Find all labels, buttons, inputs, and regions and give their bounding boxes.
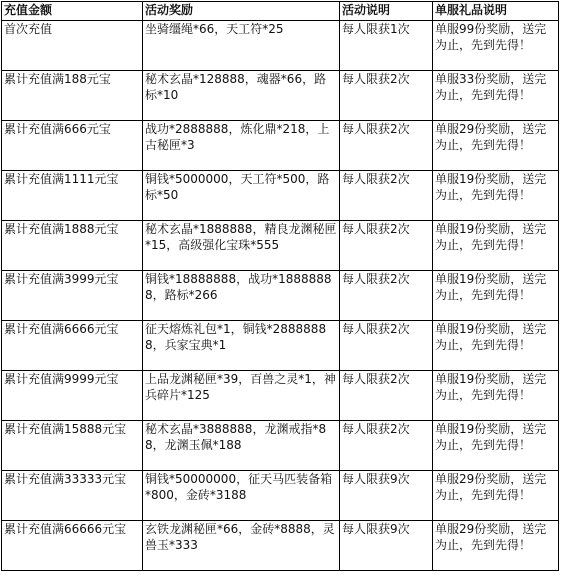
header-row (2, 2, 559, 21)
gift-note-cell: 单服19份奖励，送完为止，先到先得！ (433, 271, 559, 321)
recharge-amount-cell: 累计充值满9999元宝 (2, 371, 143, 421)
header-activity-reward: 活动奖励 (143, 2, 340, 21)
gift-note-cell: 单服19份奖励，送完为止，先到先得！ (433, 221, 559, 271)
limit-note-cell: 每人限获1次 (340, 21, 433, 71)
gift-note-cell: 单服19份奖励，送完为止，先到先得！ (433, 421, 559, 471)
limit-note-cell: 每人限获9次 (340, 521, 433, 571)
table-row (2, 221, 559, 271)
header-server-gift-note: 单服礼品说明 (433, 2, 559, 21)
reward-cell: 铜钱*5000000，天工符*500，路标*50 (143, 171, 340, 221)
reward-cell: 征天熔炼礼包*1，铜钱*28888888，兵家宝典*1 (143, 321, 340, 371)
recharge-amount-cell: 首次充值 (2, 21, 143, 71)
recharge-rewards-table (1, 1, 559, 571)
reward-cell: 秘术玄晶*128888，魂器*66，路标*10 (143, 71, 340, 121)
recharge-amount-cell: 累计充值满66666元宝 (2, 521, 143, 571)
gift-note-cell: 单服19份奖励，送完为止，先到先得！ (433, 321, 559, 371)
limit-note-cell: 每人限获2次 (340, 421, 433, 471)
reward-cell: 秘术玄晶*1888888，精良龙渊秘匣*15，高级强化宝珠*555 (143, 221, 340, 271)
table-row (2, 371, 559, 421)
reward-cell: 秘术玄晶*3888888，龙渊戒指*88，龙渊玉佩*188 (143, 421, 340, 471)
table-row (2, 171, 559, 221)
gift-note-cell: 单服33份奖励，送完为止，先到先得！ (433, 71, 559, 121)
table-row (2, 471, 559, 521)
gift-note-cell: 单服99份奖励，送完为止，先到先得！ (433, 21, 559, 71)
limit-note-cell: 每人限获2次 (340, 371, 433, 421)
table-row (2, 521, 559, 571)
table-row (2, 21, 559, 71)
limit-note-cell: 每人限获2次 (340, 221, 433, 271)
reward-cell: 铜钱*50000000，征天马匹装备箱*800，金砖*3188 (143, 471, 340, 521)
recharge-amount-cell: 累计充值满1888元宝 (2, 221, 143, 271)
reward-cell: 战功*2888888，炼化鼎*218，上古秘匣*3 (143, 121, 340, 171)
table-row (2, 71, 559, 121)
recharge-amount-cell: 累计充值满6666元宝 (2, 321, 143, 371)
limit-note-cell: 每人限获9次 (340, 471, 433, 521)
table-row (2, 121, 559, 171)
recharge-amount-cell: 累计充值满33333元宝 (2, 471, 143, 521)
limit-note-cell: 每人限获2次 (340, 171, 433, 221)
gift-note-cell: 单服19份奖励，送完为止，先到先得！ (433, 371, 559, 421)
limit-note-cell: 每人限获2次 (340, 121, 433, 171)
limit-note-cell: 每人限获2次 (340, 71, 433, 121)
reward-cell: 玄铁龙渊秘匣*66，金砖*8888，灵兽玉*333 (143, 521, 340, 571)
recharge-amount-cell: 累计充值满3999元宝 (2, 271, 143, 321)
table-row (2, 321, 559, 371)
recharge-amount-cell: 累计充值满15888元宝 (2, 421, 143, 471)
limit-note-cell: 每人限获2次 (340, 271, 433, 321)
limit-note-cell: 每人限获2次 (340, 321, 433, 371)
gift-note-cell: 单服29份奖励，送完为止，先到先得！ (433, 121, 559, 171)
reward-cell: 坐骑缰绳*66，天工符*25 (143, 21, 340, 71)
gift-note-cell: 单服19份奖励，送完为止，先到先得！ (433, 171, 559, 221)
table-row (2, 271, 559, 321)
table-row (2, 421, 559, 471)
gift-note-cell: 单服29份奖励，送完为止，先到先得！ (433, 471, 559, 521)
header-recharge-amount: 充值金额 (2, 2, 143, 21)
recharge-amount-cell: 累计充值满1111元宝 (2, 171, 143, 221)
gift-note-cell: 单服29份奖励，送完为止，先到先得！ (433, 521, 559, 571)
recharge-amount-cell: 累计充值满188元宝 (2, 71, 143, 121)
header-activity-note: 活动说明 (340, 2, 433, 21)
reward-cell: 铜钱*18888888，战功*18888888，路标*266 (143, 271, 340, 321)
recharge-amount-cell: 累计充值满666元宝 (2, 121, 143, 171)
reward-cell: 上品龙渊秘匣*39，百兽之灵*1，神兵碎片*125 (143, 371, 340, 421)
